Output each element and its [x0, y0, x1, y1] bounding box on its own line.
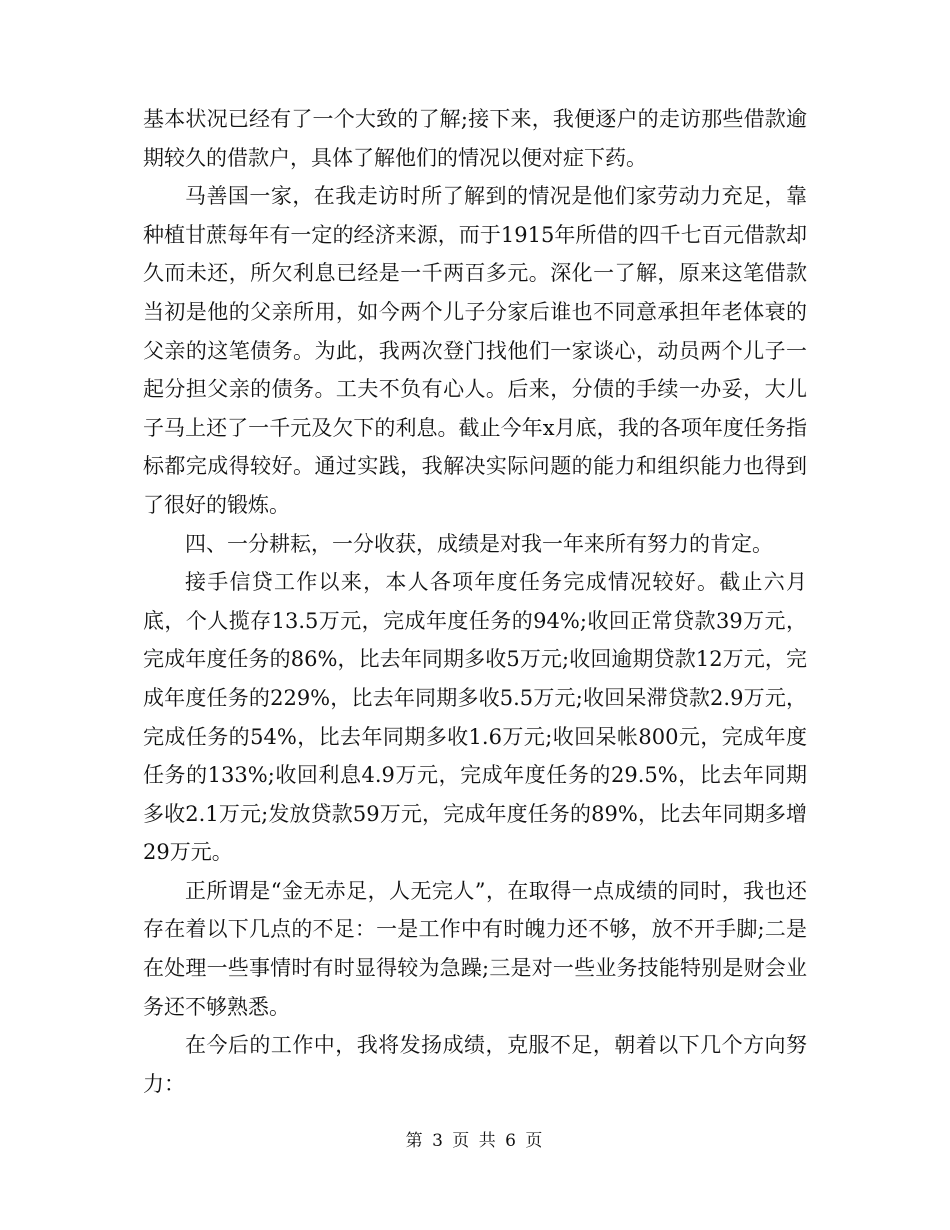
section-heading-achievements: 四、一分耕耘，一分收获，成绩是对我一年来所有努力的肯定。 — [185, 531, 773, 556]
document-body — [143, 100, 807, 1103]
paragraph-task-completion: 接手信贷工作以来，本人各项年度任务完成情况较好。截止六月底，个人揽存13.5万元，完成年度任务的94%;收回正常贷款39万元，完成年度任务的86%，比去年同期多收5万元;收回逾期贷款12万元，完成年度任务的229%，比去年同期多收5.5万元;收回呆滞贷款2.9万元，完成任务的54%，比去年同期多收1.6万元;收回呆帐800元，完成年度任务的133%;收回利息4.9万元，完成年度任务的29.5%，比去年同期多收2.1万元;发放贷款59万元，完成年度任务的89%，比去年同期多增29万元。 — [143, 570, 807, 865]
paragraph-ma-family-visit: 马善国一家，在我走访时所了解到的情况是他们家劳动力充足，靠种植甘蔗每年有一定的经济来源，而于1915年所借的四千七百元借款却久而未还，所欠利息已经是一千两百多元。深化一了解，原来这笔借款当初是他的父亲所用，如今两个儿子分家后谁也不同意承担年老体衰的父亲的这笔债务。为此，我两次登门找他们一家谈心，动员两个儿子一起分担父亲的债务。工夫不负有心人。后来，分债的手续一办妥，大儿子马上还了一千元及欠下的利息。截止今年x月底，我的各项年度任务指标都完成得较好。通过实践，我解决实际问题的能力和组织能力也得到了很好的锻炼。 — [143, 184, 807, 517]
page-number-footer: 第 3 页 共 6 页 — [405, 1131, 545, 1151]
paragraph-continuation: 基本状况已经有了一个大致的了解;接下来，我便逐户的走访那些借款逾期较久的借款户，具体了解他们的情况以便对症下药。 — [143, 107, 807, 170]
paragraph-shortcomings: 正所谓是“金无赤足，人无完人”，在取得一点成绩的同时，我也还存在着以下几点的不足：一是工作中有时魄力还不够，放不开手脚;二是在处理一些事情时有时显得较为急躁;三是对一些业务技能特别是财会业务还不够熟悉。 — [143, 878, 807, 1019]
paragraph-future-directions: 在今后的工作中，我将发扬成绩，克服不足，朝着以下几个方向努力： — [143, 1033, 807, 1096]
